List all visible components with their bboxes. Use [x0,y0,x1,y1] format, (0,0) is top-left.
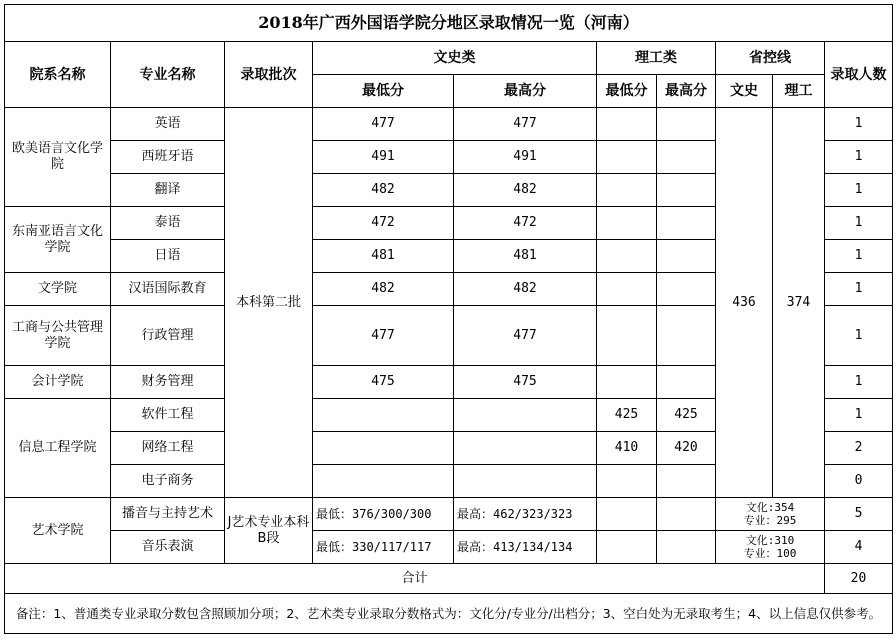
total-value: 20 [825,564,893,594]
ligong-max-cell [657,366,716,399]
art-control-cell [716,531,825,564]
ligong-min-cell: 425 [597,399,657,432]
total-label: 合计 [5,564,825,594]
ligong-min-cell [597,141,657,174]
count-cell: 1 [825,240,893,273]
count-cell: 2 [825,432,893,465]
header-wenshi-max: 最高分 [454,75,597,108]
college-cell: 文学院 [5,273,111,306]
art-control-cell [716,498,825,531]
ligong-max-cell [657,141,716,174]
ligong-max-cell [657,306,716,366]
major-cell: 西班牙语 [111,141,225,174]
college-cell: 东南亚语言文化学院 [5,207,111,273]
art-max-cell: 最高：462/323/323 [454,498,597,531]
wenshi-min-cell: 491 [313,141,454,174]
table-row [5,108,893,141]
count-cell: 1 [825,108,893,141]
wenshi-min-cell: 477 [313,306,454,366]
major-cell: 播音与主持艺术 [111,498,225,531]
college-cell: 工商与公共管理学院 [5,306,111,366]
count-cell: 1 [825,141,893,174]
art-min-cell: 最低：330/117/117 [313,531,454,564]
footnote: 备注：1、普通类专业录取分数包含照顾加分项；2、艺术类专业录取分数格式为：文化分/专业分/出档分；3、空白处为无录取考生；4、以上信息仅供参考。 [5,594,893,634]
wenshi-max-cell: 482 [454,174,597,207]
header-control-line: 省控线 [716,42,825,75]
major-cell: 汉语国际教育 [111,273,225,306]
ligong-min-cell [597,108,657,141]
art-ligong-min-cell [597,498,657,531]
ligong-max-cell [657,207,716,240]
wenshi-max-cell [454,399,597,432]
count-cell: 4 [825,531,893,564]
major-cell: 行政管理 [111,306,225,366]
major-cell: 音乐表演 [111,531,225,564]
ligong-min-cell: 410 [597,432,657,465]
wenshi-max-cell [454,432,597,465]
wenshi-min-cell: 472 [313,207,454,240]
wenshi-max-cell: 472 [454,207,597,240]
count-cell: 0 [825,465,893,498]
art-min-cell: 最低：376/300/300 [313,498,454,531]
ligong-min-cell [597,174,657,207]
wenshi-min-cell [313,432,454,465]
count-cell: 1 [825,273,893,306]
wenshi-min-cell [313,399,454,432]
count-cell: 1 [825,207,893,240]
major-cell: 软件工程 [111,399,225,432]
art-control-culture: 文化:310 [745,534,795,547]
art-ligong-max-cell [657,531,716,564]
count-cell: 5 [825,498,893,531]
count-cell: 1 [825,366,893,399]
ligong-max-cell: 420 [657,432,716,465]
wenshi-max-cell: 481 [454,240,597,273]
header-ligong-max: 最高分 [657,75,716,108]
ligong-min-cell [597,207,657,240]
college-cell: 信息工程学院 [5,399,111,498]
art-control-culture: 文化:354 [745,501,795,514]
ligong-max-cell: 425 [657,399,716,432]
header-admit-count: 录取人数 [825,42,893,108]
header-control-ligong: 理工 [773,75,825,108]
header-wenshi-min: 最低分 [313,75,454,108]
art-control-professional: 专业：295 [743,514,797,527]
control-ligong-cell: 374 [773,108,825,498]
major-cell: 网络工程 [111,432,225,465]
note-row [5,594,893,634]
ligong-max-cell [657,174,716,207]
art-batch-cell: J艺术专业本科B段 [225,498,313,564]
major-cell: 泰语 [111,207,225,240]
wenshi-max-cell: 482 [454,273,597,306]
count-cell: 1 [825,399,893,432]
art-ligong-min-cell [597,531,657,564]
header-college: 院系名称 [5,42,111,108]
header-major: 专业名称 [111,42,225,108]
header-control-wenshi: 文史 [716,75,773,108]
wenshi-min-cell: 482 [313,273,454,306]
header-ligong: 理工类 [597,42,716,75]
art-control-professional: 专业：100 [743,547,797,560]
control-wenshi-cell: 436 [716,108,773,498]
ligong-max-cell [657,465,716,498]
major-cell: 财务管理 [111,366,225,399]
wenshi-max-cell: 477 [454,306,597,366]
ligong-min-cell [597,465,657,498]
major-cell: 日语 [111,240,225,273]
ligong-max-cell [657,240,716,273]
header-ligong-min: 最低分 [597,75,657,108]
header-batch: 录取批次 [225,42,313,108]
count-cell: 1 [825,306,893,366]
major-cell: 电子商务 [111,465,225,498]
admission-table [4,4,893,634]
total-row [5,564,893,594]
ligong-min-cell [597,240,657,273]
wenshi-min-cell: 481 [313,240,454,273]
table-title: 2018年广西外国语学院分地区录取情况一览（河南） [5,5,893,42]
ligong-max-cell [657,273,716,306]
wenshi-min-cell: 475 [313,366,454,399]
batch-cell: 本科第二批 [225,108,313,498]
wenshi-max-cell [454,465,597,498]
table-row-art [5,498,893,531]
wenshi-min-cell [313,465,454,498]
ligong-min-cell [597,273,657,306]
major-cell: 英语 [111,108,225,141]
wenshi-min-cell: 482 [313,174,454,207]
ligong-min-cell [597,306,657,366]
table-row-art [5,531,893,564]
college-cell: 艺术学院 [5,498,111,564]
major-cell: 翻译 [111,174,225,207]
count-cell: 1 [825,174,893,207]
ligong-max-cell [657,108,716,141]
college-cell: 欧美语言文化学院 [5,108,111,207]
wenshi-min-cell: 477 [313,108,454,141]
wenshi-max-cell: 475 [454,366,597,399]
header-wenshi: 文史类 [313,42,597,75]
wenshi-max-cell: 491 [454,141,597,174]
ligong-min-cell [597,366,657,399]
wenshi-max-cell: 477 [454,108,597,141]
art-ligong-max-cell [657,498,716,531]
art-max-cell: 最高：413/134/134 [454,531,597,564]
college-cell: 会计学院 [5,366,111,399]
